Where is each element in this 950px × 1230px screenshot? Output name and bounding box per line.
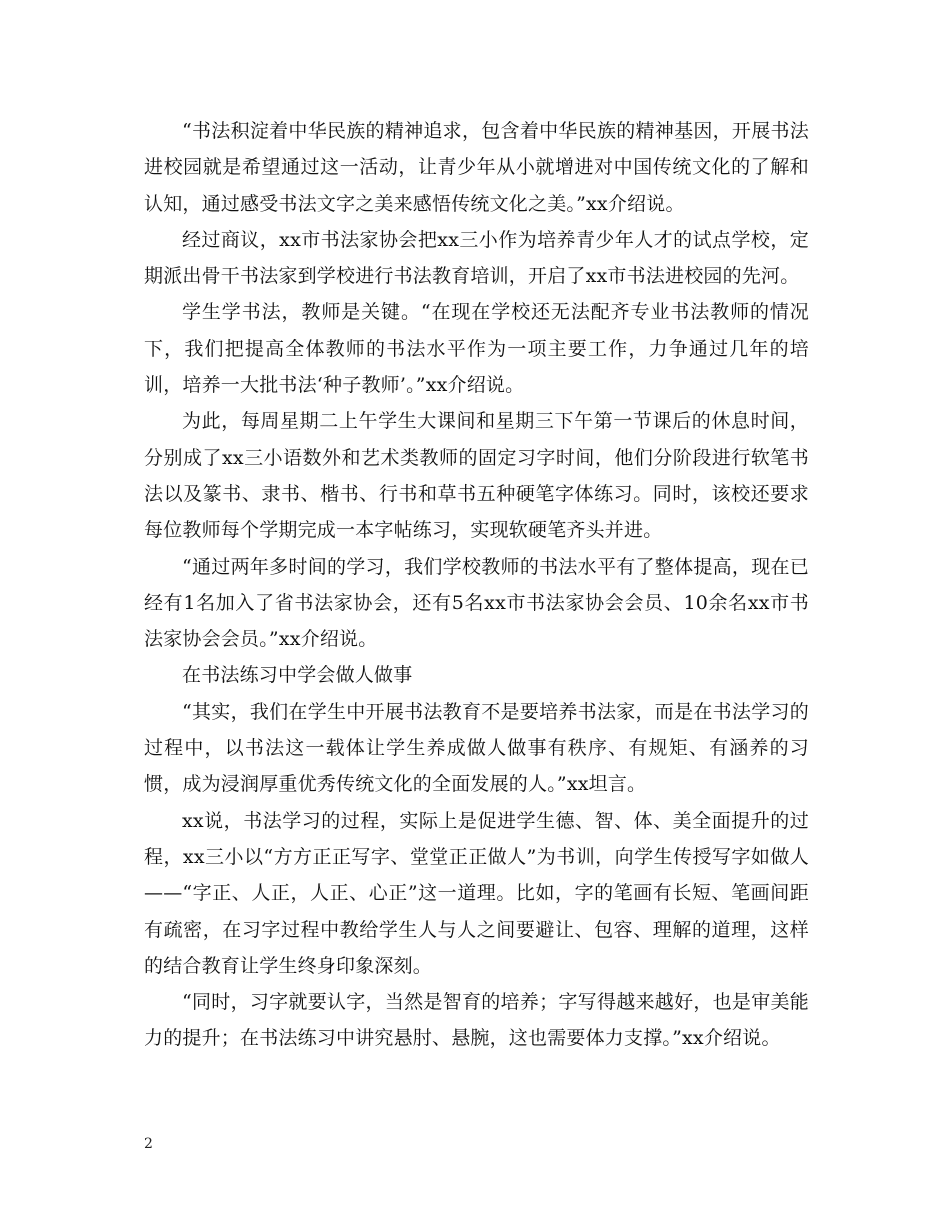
section-heading: 在书法练习中学会做人做事: [182, 664, 413, 687]
paragraph-3: 学生学书法，教师是关键。“在现在学校还无法配齐专业书法教师的情况下，我们把提高全体教师的书法水平作为一项主要工作，力争通过几年的培训，培养一大批书法‘种子教师’。”xx介绍说。: [144, 301, 809, 397]
paragraph-4: 为此，每周星期二上午学生大课间和星期三下午第一节课后的休息时间，分别成了xx三小语数外和艺术类教师的固定习字时间，他们分阶段进行软笔书法以及篆书、隶书、楷书、行书和草书五种硬笔字体练习。同时，该校还要求每位教师每个学期完成一本字帖练习，实现软硬笔齐头并进。: [144, 410, 809, 542]
page-number: 2: [144, 1136, 153, 1152]
paragraph-7: xx说，书法学习的过程，实际上是促进学生德、智、体、美全面提升的过程，xx三小以“方方正正写字、堂堂正正做人”为书训，向学生传授写字如做人——“字正、人正，人正、心正”这一道理。比如，字的笔画有长短、笔画间距有疏密，在习字过程中教给学生人与人之间要避让、包容、理解的道理，这样的结合教育让学生终身印象深刻。: [144, 809, 809, 977]
paragraph-8: “同时，习字就要认字，当然是智育的培养；字写得越来越好，也是审美能力的提升；在书法练习中讲究悬肘、悬腕，这也需要体力支撑。”xx介绍说。: [144, 991, 809, 1050]
paragraph-1: “书法积淀着中华民族的精神追求，包含着中华民族的精神基因，开展书法进校园就是希望通过这一活动，让青少年从小就增进对中国传统文化的了解和认知，通过感受书法文字之美来感悟传统文化之美。”xx介绍说。: [144, 120, 809, 215]
document-body: [144, 113, 809, 1057]
paragraph-6: “其实，我们在学生中开展书法教育不是要培养书法家，而是在书法学习的过程中，以书法这一载体让学生养成做人做事有秩序、有规矩、有涵养的习惯，成为浸润厚重优秀传统文化的全面发展的人。”xx坦言。: [144, 700, 809, 796]
paragraph-2: 经过商议，xx市书法家协会把xx三小作为培养青少年人才的试点学校，定期派出骨干书法家到学校进行书法教育培训，开启了xx市书法进校园的先河。: [144, 228, 809, 288]
paragraph-5: “通过两年多时间的学习，我们学校教师的书法水平有了整体提高，现在已经有1名加入了省书法家协会，还有5名xx市书法家协会会员、10余名xx市书法家协会会员。”xx介绍说。: [144, 555, 809, 651]
